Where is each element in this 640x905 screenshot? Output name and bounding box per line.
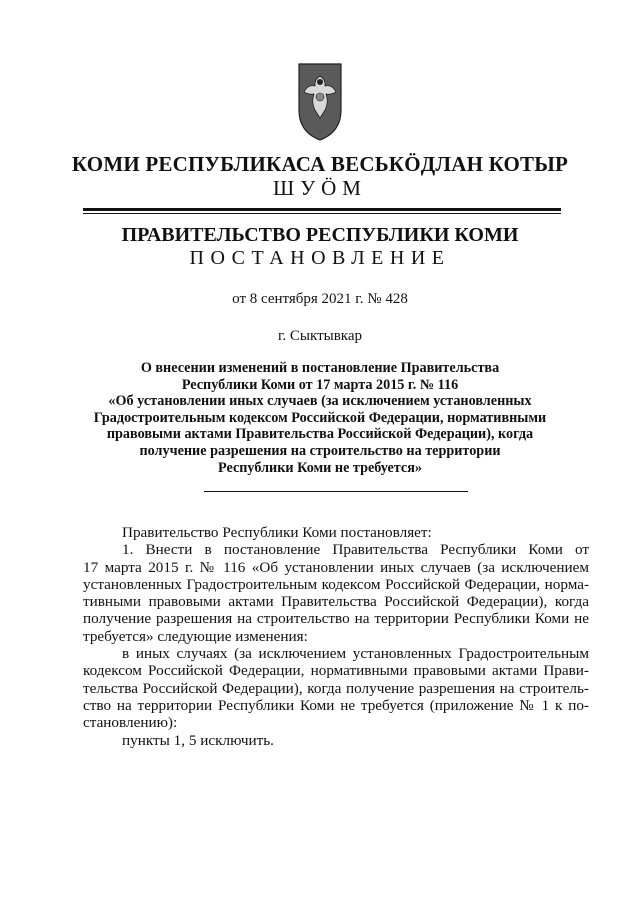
body-line: получение разрешения на строительство на территории Республики Коми не	[83, 610, 589, 628]
body-line: становлению):	[83, 714, 178, 732]
government-title: ПРАВИТЕЛЬСТВО РЕСПУБЛИКИ КОМИ	[121, 224, 519, 246]
document-type: ПОСТАНОВЛЕНИЕ	[189, 247, 451, 269]
body-line: тивными правовыми актами Правительства Российской Федерации), когда	[83, 593, 589, 611]
document-subject	[80, 360, 560, 476]
body-intro: Правительство Республики Коми постановляет:	[122, 524, 432, 541]
subject-line: Градостроительным кодексом Российской Федерации, нормативными	[93, 409, 547, 426]
body-line: тельства Российской Федерации), когда получение разрешения на строитель-	[83, 679, 589, 697]
document-body	[83, 524, 589, 749]
body-line: кодексом Российской Федерации, нормативными правовыми актами Прави-	[83, 662, 589, 680]
subject-line: правовыми актами Правительства Российской Федерации), когда	[106, 426, 534, 443]
header-rule-thick	[83, 208, 561, 211]
komi-document-type: ШУÖМ	[273, 176, 367, 200]
body-line: 1. Внести в постановление Правительства Республики Коми от	[122, 541, 589, 559]
body-line: в иных случаях (за исключением установленных Градостроительным	[122, 645, 589, 663]
document-date-number: от 8 сентября 2021 г. № 428	[232, 291, 408, 307]
subject-line: О внесении изменений в постановление Правительства	[140, 360, 500, 376]
coat-of-arms-icon	[295, 62, 345, 142]
subject-underline	[204, 491, 468, 492]
body-line: установленных Градостроительным кодексом Российской Федерации, норма-	[83, 575, 589, 593]
subject-line: Республики Коми не требуется»	[218, 459, 422, 476]
body-line: пункты 1, 5 исключить.	[122, 731, 274, 749]
header-rule-thin	[83, 213, 561, 214]
subject-line: получение разрешения на строительство на территории	[139, 442, 501, 459]
subject-line: «Об установлении иных случаев (за исключением установленных	[108, 393, 532, 410]
body-line: ство на территории Республики Коми не требуется (приложение № 1 к по-	[83, 696, 589, 714]
document-city: г. Сыктывкар	[277, 328, 363, 344]
body-line: требуется» следующие изменения:	[83, 627, 308, 645]
subject-line: Республики Коми от 17 марта 2015 г. № 116	[181, 376, 459, 393]
body-line: 17 марта 2015 г. № 116 «Об установлении иных случаев (за исключением	[83, 558, 589, 576]
komi-government-title: КОМИ РЕСПУБЛИКАСА ВЕСЬКÖДЛАН КОТЫР	[71, 152, 569, 176]
